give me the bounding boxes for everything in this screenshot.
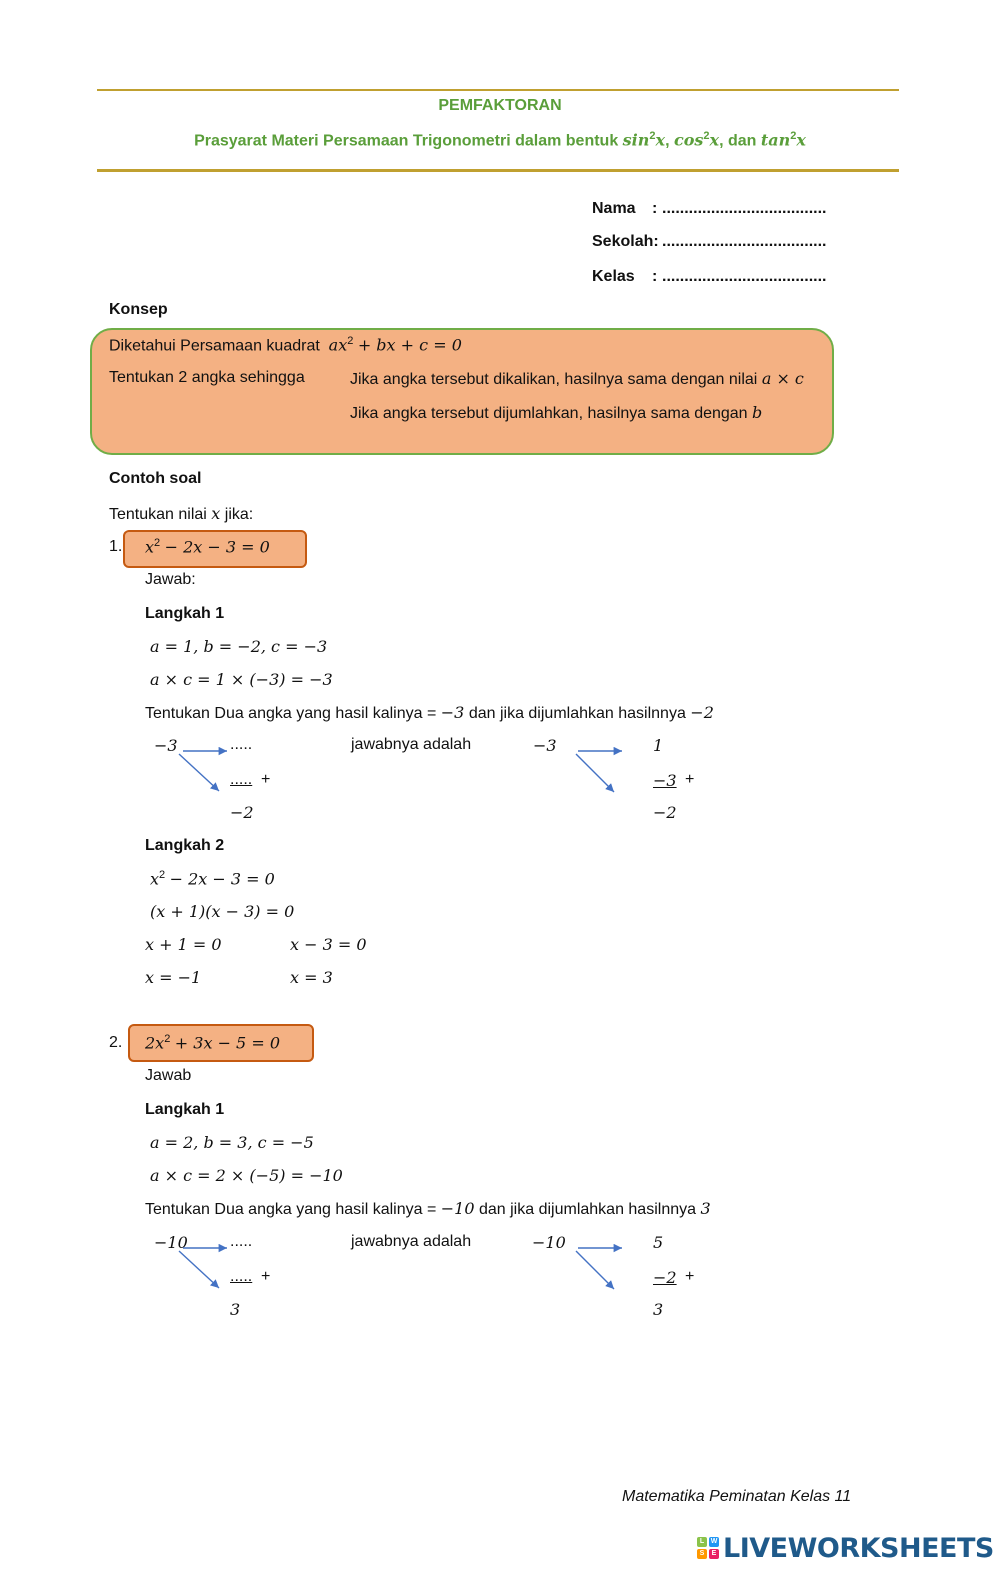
problem-1-number: 1.	[109, 538, 123, 555]
page-subtitle: Prasyarat Materi Persamaan Trigonometri dalam bentuk $\sin^2x$, $\cos^2x$, dan $\tan^2x$	[194, 130, 806, 150]
problem-1-coefficients: a = 1, b = −2, c = −3	[150, 637, 328, 656]
examples-heading: Contoh soal	[109, 470, 202, 487]
problem-1-product: a × c = 1 × (−3) = −3	[150, 670, 333, 689]
p2-answer-arrows	[572, 1237, 632, 1297]
problem-2-product: a × c = 2 × (−5) = −10	[150, 1166, 343, 1185]
logo-tile: E	[709, 1549, 719, 1559]
header-top-rule	[97, 89, 899, 91]
p1-diagram-sum: −2	[230, 803, 254, 822]
kelas-field[interactable]: .....................................	[662, 268, 827, 285]
kelas-colon: :	[652, 268, 658, 285]
p1-answer-plus: +	[685, 771, 695, 788]
p2-blank-mid[interactable]: .....	[230, 1268, 253, 1285]
problem-2-equation: $2x^2 + 3x - 5 = 0$	[145, 1033, 280, 1053]
p2-blank-top[interactable]: .....	[230, 1233, 253, 1250]
p1-answer-label: jawabnya adalah	[351, 736, 472, 753]
concept-rule-sum: Jika angka tersebut dijumlahkan, hasilnya sama dengan b	[350, 403, 763, 422]
p1-blank-top[interactable]: .....	[230, 736, 253, 753]
sekolah-field[interactable]: .....................................	[662, 233, 827, 250]
problem-2-coefficients: a = 2, b = 3, c = −5	[150, 1133, 314, 1152]
logo-tile: W	[710, 1538, 718, 1545]
concept-line-1: Diketahui Persamaan kuadrat $ax^2$ + bx + c = 0	[109, 335, 462, 355]
liveworksheets-logo	[697, 1533, 994, 1563]
p1-diagram-arrows	[175, 740, 235, 800]
problem-1-equation: $x^2 - 2x - 3 = 0$	[145, 537, 270, 557]
p2-answer-left: −10	[532, 1233, 566, 1252]
p1-answer-arrows	[572, 740, 632, 800]
problem-2-jawab: Jawab	[145, 1067, 192, 1084]
logo-tiles	[697, 1537, 719, 1559]
problem-1-jawab: Jawab:	[145, 571, 196, 588]
p1-answer-top: 1	[653, 736, 664, 755]
logo-text: LIVEWORKSHEETS	[723, 1532, 994, 1564]
problem-2-task: Tentukan Dua angka yang hasil kalinya = −10 dan jika dijumlahkan hasilnnya 3	[145, 1199, 711, 1218]
concept-rule-product: Jika angka tersebut dikalikan, hasilnya sama dengan nilai a × c	[350, 369, 804, 388]
examples-intro: Tentukan nilai x jika:	[109, 504, 254, 523]
problem-1-task: Tentukan Dua angka yang hasil kalinya = −3 dan jika dijumlahkan hasilnnya −2	[145, 703, 714, 722]
problem-1-step-2: Langkah 2	[145, 837, 225, 854]
p2-diagram-left: −10	[154, 1233, 188, 1252]
p1-root-a: x = −1	[145, 968, 202, 987]
problem-2-step-1: Langkah 1	[145, 1101, 225, 1118]
nama-field[interactable]: .....................................	[662, 200, 827, 217]
p1-step2-line-1: $x^2 - 2x - 3 = 0$	[150, 869, 275, 889]
p2-plus: +	[261, 1268, 271, 1285]
problem-2-number: 2.	[109, 1034, 123, 1051]
header-bottom-rule	[97, 169, 899, 172]
sekolah-label: Sekolah:	[592, 233, 659, 250]
logo-tile: L	[697, 1537, 707, 1547]
p2-answer-sum: 3	[653, 1300, 664, 1319]
p1-blank-mid[interactable]: .....	[230, 771, 253, 788]
page-footer: Matematika Peminatan Kelas 11	[622, 1488, 852, 1505]
kelas-label: Kelas	[592, 268, 635, 285]
p2-answer-plus: +	[685, 1268, 695, 1285]
p2-diagram-sum: 3	[230, 1300, 241, 1319]
p1-step2-line-2: (x + 1)(x − 3) = 0	[150, 902, 295, 921]
p2-answer-label: jawabnya adalah	[351, 1233, 472, 1250]
p1-answer-sum: −2	[653, 803, 677, 822]
p1-answer-left: −3	[533, 736, 557, 755]
concept-line-2-label: Tentukan 2 angka sehingga	[109, 369, 305, 386]
concept-heading: Konsep	[109, 301, 168, 318]
p1-root-b: x = 3	[290, 968, 333, 987]
nama-label: Nama	[592, 200, 636, 217]
p2-answer-mid: −2	[653, 1268, 677, 1287]
problem-1-step-1: Langkah 1	[145, 605, 225, 622]
nama-colon: :	[652, 200, 658, 217]
p1-answer-mid: −3	[653, 771, 677, 790]
p1-step2-factor-a: x + 1 = 0	[145, 935, 222, 954]
p1-diagram-left: −3	[154, 736, 178, 755]
p2-answer-top: 5	[653, 1233, 664, 1252]
logo-tile: S	[697, 1549, 707, 1559]
p1-plus: +	[261, 771, 271, 788]
page-title: PEMFAKTORAN	[438, 97, 562, 114]
p2-diagram-arrows	[175, 1237, 235, 1297]
p1-step2-factor-b: x − 3 = 0	[290, 935, 367, 954]
